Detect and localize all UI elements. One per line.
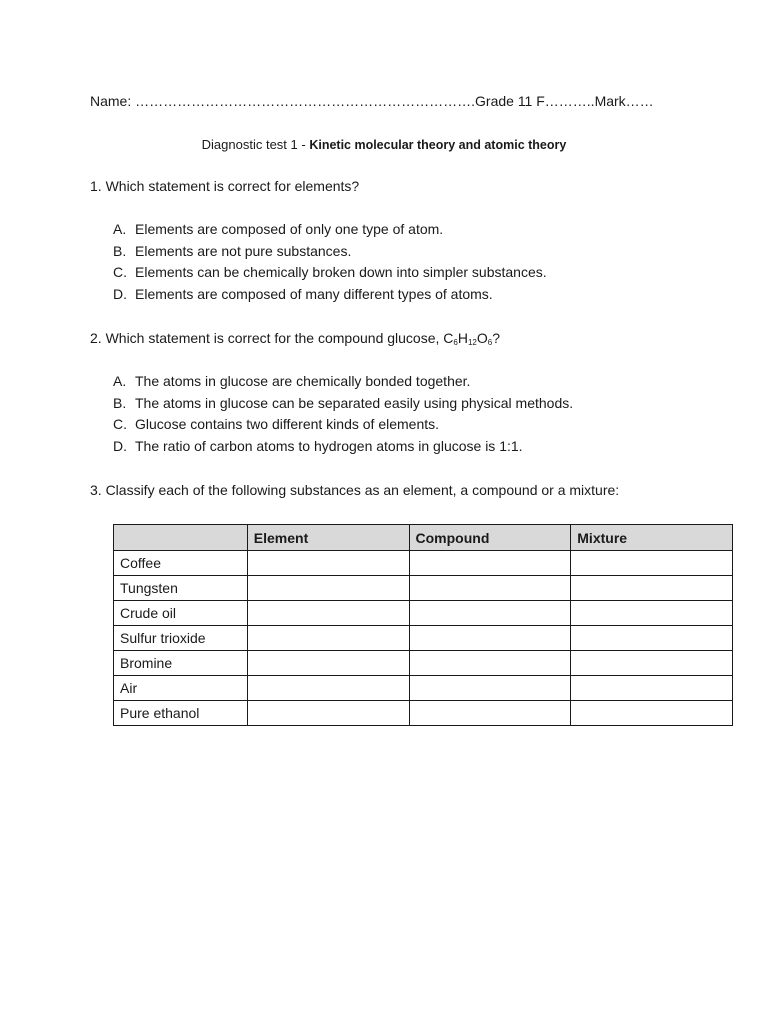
- element-answer-cell[interactable]: [247, 701, 409, 726]
- formula-o-sub: 6: [487, 338, 493, 347]
- substance-cell: Bromine: [114, 651, 248, 676]
- option-letter: C.: [113, 416, 127, 432]
- question-2-option-a: [113, 373, 470, 389]
- formula-c: C: [443, 330, 454, 346]
- option-letter: B.: [113, 243, 127, 259]
- test-title-prefix: Diagnostic test 1 -: [201, 137, 310, 152]
- formula-c-sub: 6: [453, 338, 458, 347]
- table-header-mixture: Mixture: [571, 525, 733, 551]
- option-text: Elements can be chemically broken down into simpler substances.: [135, 264, 547, 280]
- question-2-option-c: [113, 416, 439, 432]
- option-text: Glucose contains two different kinds of elements.: [135, 416, 440, 432]
- question-1-option-a: [113, 221, 443, 237]
- question-2-option-b: [113, 395, 573, 411]
- compound-answer-cell[interactable]: [409, 551, 571, 576]
- option-letter: D.: [113, 286, 127, 302]
- substance-cell: Pure ethanol: [114, 701, 248, 726]
- question-1-option-b: [113, 243, 351, 259]
- substance-cell: Coffee: [114, 551, 248, 576]
- classification-table: [113, 524, 733, 726]
- option-letter: B.: [113, 395, 127, 411]
- table-header-compound: Compound: [409, 525, 571, 551]
- compound-answer-cell[interactable]: [409, 701, 571, 726]
- substance-cell: Crude oil: [114, 601, 248, 626]
- element-answer-cell[interactable]: [247, 651, 409, 676]
- option-letter: D.: [113, 438, 127, 454]
- glucose-formula: [443, 330, 492, 346]
- question-1-option-c: [113, 264, 547, 280]
- table-row: [114, 651, 733, 676]
- table-row: [114, 576, 733, 601]
- substance-cell: Sulfur trioxide: [114, 626, 248, 651]
- name-grade-mark-line: Name: ……………………………………………………………….Grade 11 F………..Mark……: [90, 93, 654, 109]
- mixture-answer-cell[interactable]: [571, 701, 733, 726]
- test-title: [0, 137, 768, 152]
- table-header-row: [114, 525, 733, 551]
- formula-o: O: [476, 330, 488, 346]
- mixture-answer-cell[interactable]: [571, 601, 733, 626]
- table-row: [114, 626, 733, 651]
- option-letter: A.: [113, 221, 127, 237]
- question-1: 1. Which statement is correct for elements?: [90, 178, 360, 194]
- compound-answer-cell[interactable]: [409, 676, 571, 701]
- question-2: [90, 330, 500, 346]
- compound-answer-cell[interactable]: [409, 626, 571, 651]
- element-answer-cell[interactable]: [247, 576, 409, 601]
- option-text: Elements are composed of many different types of atoms.: [135, 286, 493, 302]
- substance-cell: Tungsten: [114, 576, 248, 601]
- element-answer-cell[interactable]: [247, 626, 409, 651]
- option-letter: C.: [113, 264, 127, 280]
- option-letter: A.: [113, 373, 127, 389]
- compound-answer-cell[interactable]: [409, 651, 571, 676]
- option-text: The atoms in glucose can be separated easily using physical methods.: [135, 395, 574, 411]
- mixture-answer-cell[interactable]: [571, 651, 733, 676]
- mixture-answer-cell[interactable]: [571, 626, 733, 651]
- compound-answer-cell[interactable]: [409, 601, 571, 626]
- question-2-option-d: [113, 438, 523, 454]
- table-row: [114, 701, 733, 726]
- option-text: Elements are composed of only one type of atom.: [135, 221, 444, 237]
- question-1-option-d: [113, 286, 493, 302]
- option-text: The ratio of carbon atoms to hydrogen atoms in glucose is 1:1.: [135, 438, 523, 454]
- question-2-text: 2. Which statement is correct for the compound glucose,: [90, 330, 444, 346]
- question-2-suffix: ?: [492, 330, 501, 346]
- formula-h: H: [457, 330, 468, 346]
- table-header-blank: [114, 525, 248, 551]
- element-answer-cell[interactable]: [247, 676, 409, 701]
- element-answer-cell[interactable]: [247, 551, 409, 576]
- table-row: [114, 601, 733, 626]
- formula-h-sub: 12: [467, 338, 477, 347]
- table-row: [114, 551, 733, 576]
- mixture-answer-cell[interactable]: [571, 676, 733, 701]
- mixture-answer-cell[interactable]: [571, 576, 733, 601]
- table-row: [114, 676, 733, 701]
- option-text: The atoms in glucose are chemically bonded together.: [135, 373, 471, 389]
- mixture-answer-cell[interactable]: [571, 551, 733, 576]
- table-header-element: Element: [247, 525, 409, 551]
- question-3: 3. Classify each of the following substances as an element, a compound or a mixture:: [90, 482, 620, 498]
- option-text: Elements are not pure substances.: [135, 243, 352, 259]
- element-answer-cell[interactable]: [247, 601, 409, 626]
- substance-cell: Air: [114, 676, 248, 701]
- test-title-topic: Kinetic molecular theory and atomic theory: [309, 138, 567, 152]
- compound-answer-cell[interactable]: [409, 576, 571, 601]
